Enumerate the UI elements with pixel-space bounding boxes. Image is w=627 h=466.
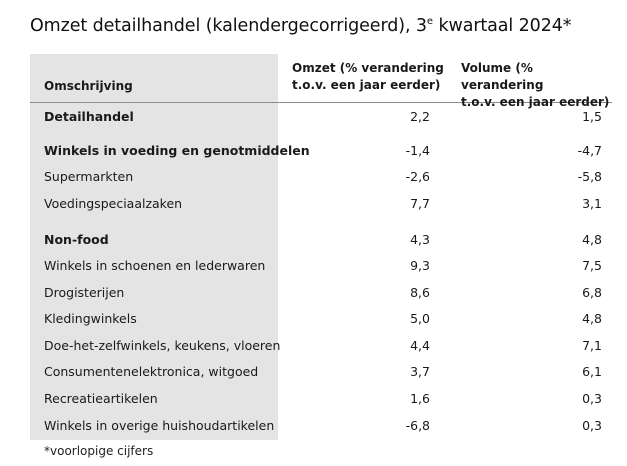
- footnote: *voorlopige cijfers: [44, 444, 154, 458]
- row-volume-value: -5,8: [577, 169, 602, 184]
- header-omzet-line2: t.o.v. een jaar eerder): [292, 78, 441, 92]
- row-label: Consumentenelektronica, witgoed: [44, 364, 259, 379]
- row-volume-value: 4,8: [582, 232, 602, 247]
- row-omzet-value: -1,4: [405, 143, 430, 158]
- title-text: Omzet detailhandel (kalendergecorrigeerd), 3: [30, 16, 427, 36]
- row-omzet-value: 5,0: [410, 311, 430, 326]
- row-omzet-value: 3,7: [410, 364, 430, 379]
- row-label: Recreatieartikelen: [44, 391, 158, 406]
- table-row: [30, 360, 612, 386]
- row-label: Voedingspeciaalzaken: [44, 196, 183, 211]
- row-label: Supermarkten: [44, 169, 134, 184]
- row-omzet-value: -6,8: [405, 418, 430, 433]
- row-omzet-value: 8,6: [410, 285, 430, 300]
- row-volume-value: 6,1: [582, 364, 602, 379]
- table-row: [30, 334, 612, 360]
- table-row: [30, 281, 612, 307]
- header-volume: [461, 60, 612, 111]
- row-omzet-value: 7,7: [410, 196, 430, 211]
- row-omzet-value: 4,4: [410, 338, 430, 353]
- header-omschrijving: Omschrijving: [44, 79, 133, 93]
- row-label: Drogisterijen: [44, 285, 125, 300]
- row-volume-value: 6,8: [582, 285, 602, 300]
- row-volume-value: 3,1: [582, 196, 602, 211]
- row-volume-value: 4,8: [582, 311, 602, 326]
- table-row: [30, 414, 612, 440]
- page-title: [30, 16, 571, 36]
- row-label: Doe-het-zelfwinkels, keukens, vloeren: [44, 338, 281, 353]
- row-volume-value: 7,1: [582, 338, 602, 353]
- row-label: Kledingwinkels: [44, 311, 137, 326]
- row-label: Non-food: [44, 232, 109, 247]
- row-volume-value: 0,3: [582, 391, 602, 406]
- row-volume-value: 0,3: [582, 418, 602, 433]
- table-row: [30, 254, 612, 280]
- table-row: [30, 105, 612, 131]
- table-row: [30, 307, 612, 333]
- row-label: Winkels in voeding en genotmiddelen: [44, 143, 310, 158]
- row-omzet-value: 1,6: [410, 391, 430, 406]
- row-volume-value: -4,7: [577, 143, 602, 158]
- header-omzet-line1: Omzet (% verandering: [292, 61, 444, 75]
- table-row: [30, 192, 612, 218]
- row-volume-value: 1,5: [582, 109, 602, 124]
- row-omzet-value: 4,3: [410, 232, 430, 247]
- title-superscript: e: [426, 16, 433, 28]
- row-label: Winkels in schoenen en lederwaren: [44, 258, 266, 273]
- row-omzet-value: -2,6: [405, 169, 430, 184]
- table-row: [30, 387, 612, 413]
- header-volume-line2: t.o.v. een jaar eerder): [461, 95, 610, 109]
- row-omzet-value: 9,3: [410, 258, 430, 273]
- table-row: [30, 228, 612, 254]
- header-omzet: [292, 60, 444, 94]
- header-volume-line1: Volume (% verandering: [461, 61, 544, 92]
- table-row: [30, 139, 612, 165]
- row-omzet-value: 2,2: [410, 109, 430, 124]
- table-row: [30, 165, 612, 191]
- row-label: Detailhandel: [44, 109, 134, 124]
- table-header: [30, 54, 612, 109]
- title-tail: kwartaal 2024*: [432, 16, 572, 36]
- row-label: Winkels in overige huishoudartikelen: [44, 418, 275, 433]
- row-volume-value: 7,5: [582, 258, 602, 273]
